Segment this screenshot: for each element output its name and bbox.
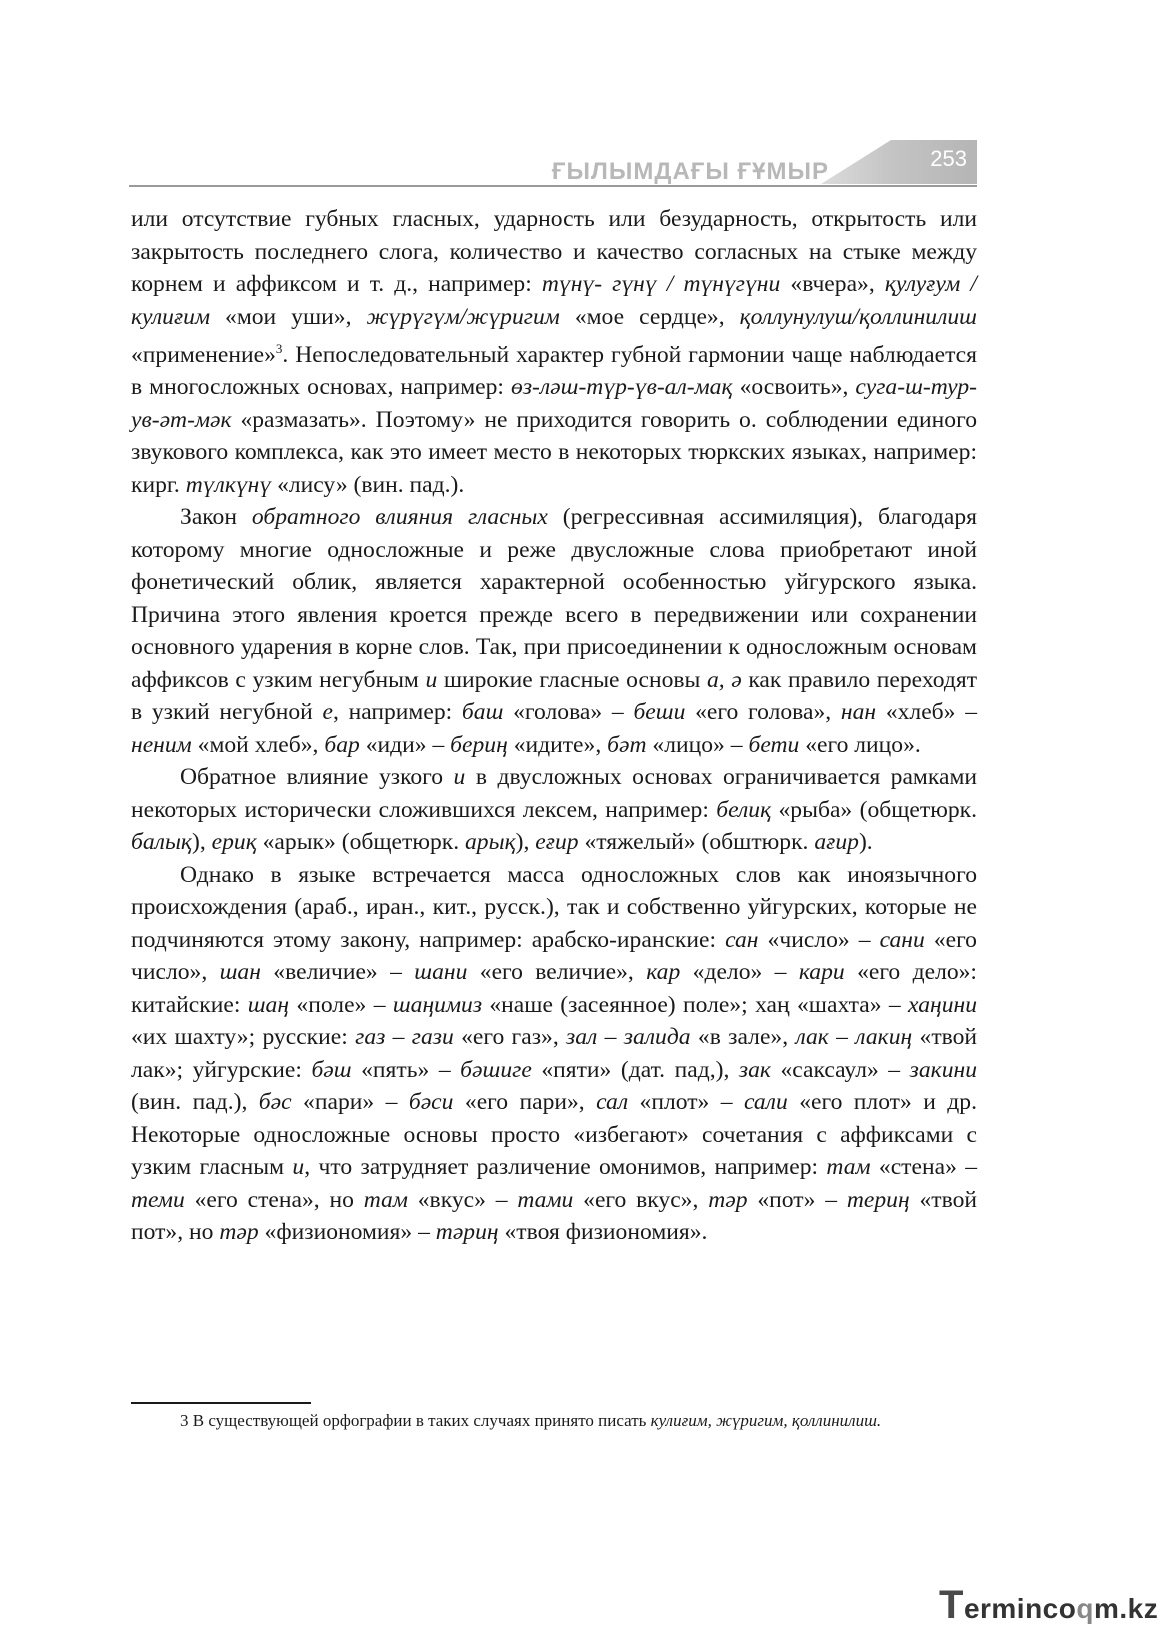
footnote-ref: 3 bbox=[275, 341, 283, 356]
footnote bbox=[131, 1409, 977, 1432]
footnote-separator bbox=[131, 1402, 311, 1404]
footnote-italic: кулиғим, жүригим, қоллинилиш. bbox=[650, 1411, 882, 1430]
paragraph-1: или отсутствие губных гласных, ударность или безударность, открытость или закрытость последнего слога, количество и качество согласных на стыке между корнем и аффиксом и т. д., например: түнү- гүнү / түнүгүни «вчера», қулуғум / кулиғим «мои уши», жүрүгүм/жүригим «мое сердце», қоллунулуш/қоллинилиш «применение»$^3$. Непоследовательный характер губной гармонии чаще наблюдается в многосложных основах, например: өз-ләш-түр-үв-ал-мақ «освоить», суга-ш-тур-ув-әт-мәк «размазать». Поэтому» не приходится говорить о. соблюдении единого звукового комплекса, как это имеет место в некоторых тюркских языках, например: кирг. түлкүнү «лису» (вин. пад.). bbox=[131, 206, 977, 498]
paragraph-3: Обратное влияние узкого и в двусложных основах ограничивается рамками некоторых исторически сложившихся лексем, например: белиқ «рыба» (общетюрк. балық), ериқ «арык» (общетюрк. арық), еғир «тяжелый» (обштюрк. ағир). bbox=[131, 764, 977, 856]
paragraph-4: Однако в языке встречается масса односложных слов как иноязычного происхождения (араб., иран., кит., русск.), так и собственно уйгурских, которые не подчиняются этому закону, например: арабско-иранские: сан «число» – сани «его число», шан «величие» – шани «его величие», кар «дело» – кари «его дело»: китайские: шаң «поле» – шаңимиз «наше (засеянное) поле»; хаң «шахта» – хаңини «их шахту»; русские: газ – гази «его газ», зал – залида «в зале», лак – лакиң «твой лак»; уйгурские: бәш «пять» – бәшиге «пяти» (дат. пад,), зак «саксаул» – закини (вин. пад.), бәс «пари» – бәси «его пари», сал «плот» – сали «его плот» и др. Некоторые односложные основы просто «избегают» сочетания с аффиксами с узким гласным и, что затрудняет различение омонимов, например: там «стена» – теми «его стена», но там «вкус» – тами «его вкус», тәр «пот» – териң «твой пот», но тәр «физиономия» – тәриң «твоя физиономия». bbox=[131, 861, 978, 1246]
footnote-text: 3 В существующей орфографии в таких случаях принято писать bbox=[180, 1411, 651, 1430]
header-title: ҒЫЛЫМДАҒЫ ҒҰМЫР bbox=[551, 158, 829, 185]
termincom-logo: Termincоqm.kz bbox=[939, 1583, 1158, 1627]
running-header bbox=[129, 140, 977, 190]
page-number: 253 bbox=[930, 146, 967, 171]
paragraph-2: Закон обратного влияния гласных (регрессивная ассимиляция), благодаря которому многие односложные и реже двусложные слова приобретают иной фонетический облик, является характерной особенностью уйгурского языка. Причина этого явления кроется прежде всего в передвижении или сохранении основного ударения в корне слов. Так, при присоединении к односложным основам аффиксов с узким негубным и широкие гласные основы а, ә как правило переходят в узкий негубной е, например: баш «голова» – беши «его голова», нан «хлеб» – неним «мой хлеб», бар «иди» – бериң «идите», бәт «лицо» – бети «его лицо». bbox=[131, 504, 977, 758]
header-rule bbox=[129, 185, 977, 187]
body-text bbox=[131, 203, 977, 1249]
